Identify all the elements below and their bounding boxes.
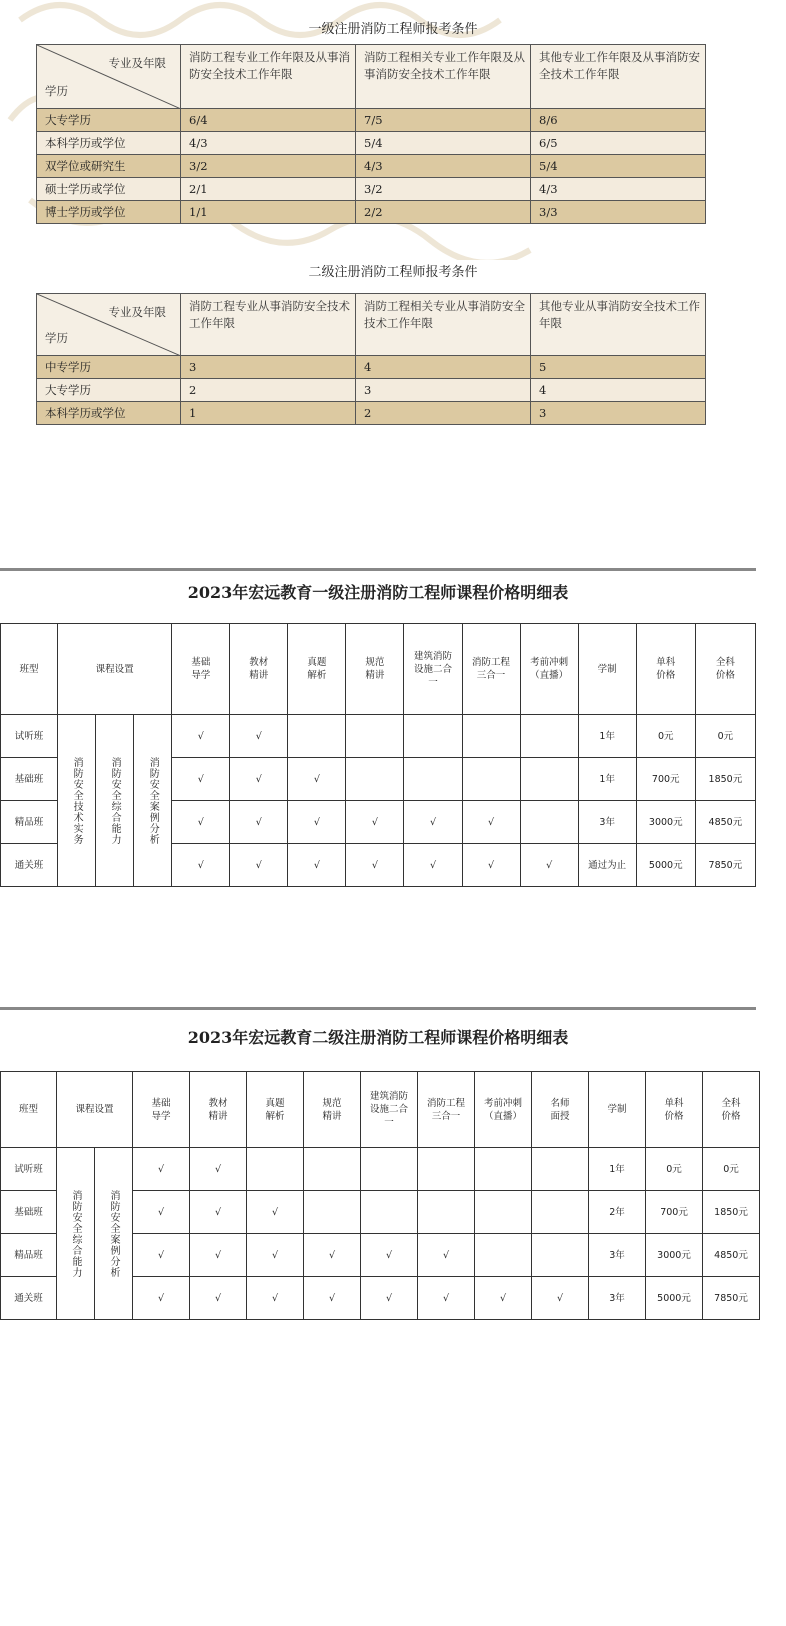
level1-price-title: 2023年宏远教育一级注册消防工程师课程价格明细表: [187, 583, 569, 602]
column-header: 全科价格: [703, 1072, 760, 1148]
column-header: 考前冲刺（直播）: [475, 1072, 532, 1148]
table-row: 试听班 消防安全综合能力 消防安全案例分析 √ √ 1年 0元 0元: [1, 1148, 760, 1191]
table-row: 本科学历或学位 1 2 3: [37, 402, 706, 425]
table-row: 双学位或研究生 3/2 4/3 5/4: [37, 155, 706, 178]
corner-header: 专业及年限 学历: [37, 294, 181, 356]
table-row: 通关班 √ √ √ √ √ √ √ 通过为止 5000元 7850元: [1, 844, 756, 887]
table-row: 硕士学历或学位 2/1 3/2 4/3: [37, 178, 706, 201]
column-header: 学制: [578, 624, 636, 715]
table-row: 博士学历或学位 1/1 2/2 3/3: [37, 201, 706, 224]
table-row: 基础班 √ √ √ 2年 700元 1850元: [1, 1191, 760, 1234]
column-header: 班型: [1, 624, 58, 715]
corner-header: 专业及年限 学历: [37, 45, 181, 109]
column-header: 基础导学: [133, 1072, 190, 1148]
table-row: 精品班 √ √ √ √ √ √ 3年 3000元 4850元: [1, 1234, 760, 1277]
level2-price-table: [0, 1071, 760, 1320]
column-header: 真题解析: [288, 624, 346, 715]
column-header: 单科价格: [646, 1072, 703, 1148]
column-header: 课程设置: [58, 624, 172, 715]
column-header: 真题解析: [247, 1072, 304, 1148]
level1-price-section: [0, 568, 756, 887]
level1-conditions-table: [36, 44, 706, 224]
course-cell: 消防安全综合能力: [96, 715, 134, 887]
table-row: 大专学历 2 3 4: [37, 379, 706, 402]
column-header: 单科价格: [636, 624, 695, 715]
column-header: 建筑消防设施二合一: [404, 624, 462, 715]
column-header: 教材精讲: [190, 1072, 247, 1148]
column-header: 考前冲刺（直播）: [520, 624, 578, 715]
level2-price-section: [0, 1007, 756, 1320]
table-row: 基础班 √ √ √ 1年 700元 1850元: [1, 758, 756, 801]
column-header: 其他专业工作年限及从事消防安全技术工作年限: [531, 45, 706, 109]
column-header: 规范精讲: [346, 624, 404, 715]
column-header: 其他专业从事消防安全技术工作年限: [531, 294, 706, 356]
table-row: 试听班 消防安全技术实务 消防安全综合能力 消防安全案例分析 √ √ 1年 0元 0元: [1, 715, 756, 758]
course-cell: 消防安全技术实务: [58, 715, 96, 887]
level2-price-title: 2023年宏远教育二级注册消防工程师课程价格明细表: [187, 1028, 569, 1047]
column-header: 教材精讲: [230, 624, 288, 715]
level1-price-table: [0, 623, 756, 887]
column-header: 消防工程相关专业工作年限及从事消防安全技术工作年限: [356, 45, 531, 109]
table-row: 中专学历 3 4 5: [37, 356, 706, 379]
column-header: 规范精讲: [304, 1072, 361, 1148]
table-row: 通关班 √ √ √ √ √ √ √ √ 3年 5000元 7850元: [1, 1277, 760, 1320]
column-header: 消防工程三合一: [418, 1072, 475, 1148]
column-header: 消防工程专业从事消防安全技术工作年限: [181, 294, 356, 356]
column-header: 消防工程相关专业从事消防安全技术工作年限: [356, 294, 531, 356]
table-row: 精品班 √ √ √ √ √ √ 3年 3000元 4850元: [1, 801, 756, 844]
column-header: 学制: [589, 1072, 646, 1148]
column-header: 消防工程三合一: [462, 624, 520, 715]
table-row: 本科学历或学位 4/3 5/4 6/5: [37, 132, 706, 155]
course-cell: 消防安全案例分析: [134, 715, 172, 887]
column-header: 班型: [1, 1072, 57, 1148]
column-header: 名师面授: [532, 1072, 589, 1148]
column-header: 消防工程专业工作年限及从事消防安全技术工作年限: [181, 45, 356, 109]
column-header: 课程设置: [57, 1072, 133, 1148]
level2-conditions-title: 二级注册消防工程师报考条件: [308, 265, 478, 280]
level2-conditions-table: [36, 293, 706, 425]
course-cell: 消防安全综合能力: [57, 1148, 95, 1320]
table-row: 大专学历 6/4 7/5 8/6: [37, 109, 706, 132]
level1-conditions-title: 一级注册消防工程师报考条件: [308, 22, 478, 37]
course-cell: 消防安全案例分析: [95, 1148, 133, 1320]
column-header: 建筑消防设施二合一: [361, 1072, 418, 1148]
column-header: 全科价格: [695, 624, 755, 715]
column-header: 基础导学: [172, 624, 230, 715]
